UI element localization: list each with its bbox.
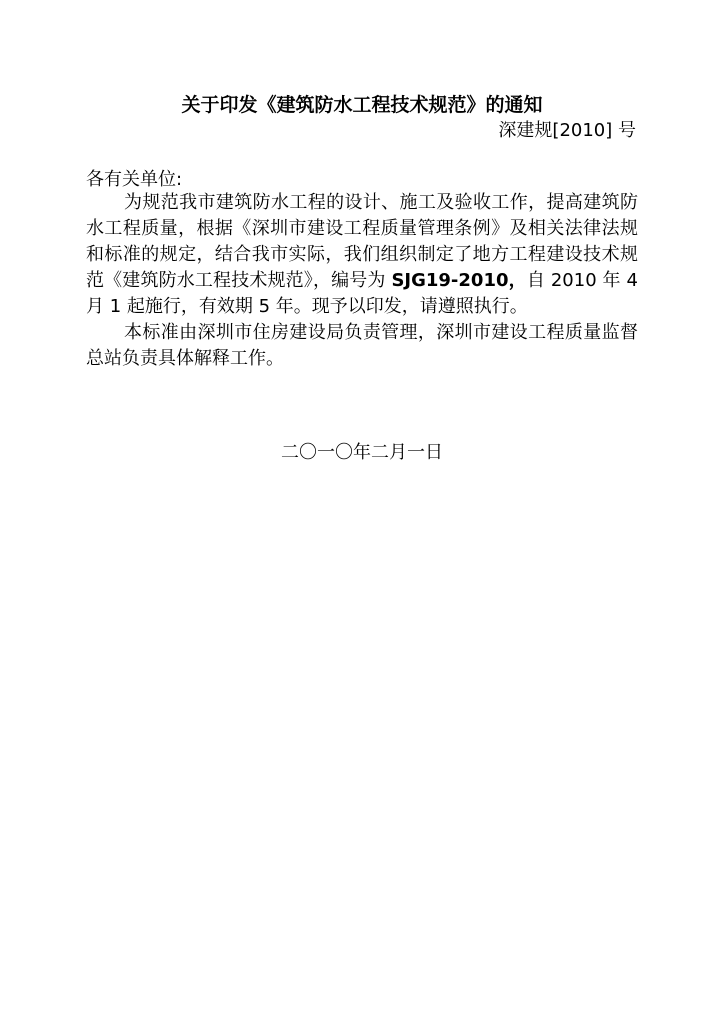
document-number: 深建规[2010] 号 [498, 120, 636, 141]
body-paragraph-1 [86, 190, 638, 320]
paragraph-1-effective-date-text: 自 2010 年 4 月 1 起施行，有效期 5 年。现予以印发，请遵照执行。 [86, 270, 638, 317]
standard-code-comma: ， [508, 270, 527, 291]
body-paragraph-2: 本标准由深圳市住房建设局负责管理，深圳市建设工程质量监督总站负责具体解释工作。 [86, 322, 638, 369]
notice-body [86, 190, 638, 372]
issue-date: 二〇一〇年二月一日 [281, 442, 443, 463]
document-title: 关于印发《建筑防水工程技术规范》的通知 [181, 94, 543, 116]
standard-code: SJG19-2010 [391, 270, 509, 291]
salutation: 各有关单位: [86, 169, 183, 190]
paragraph-1-main-text: 为规范我市建筑防水工程的设计、施工及验收工作，提高建筑防水工程质量，根据《深圳市建设工程质量管理条例》及相关法律法规和标准的规定，结合我市实际，我们组织制定了地方工程建设技术规范《建筑防水工程技术规范》，编号为 [86, 192, 638, 291]
